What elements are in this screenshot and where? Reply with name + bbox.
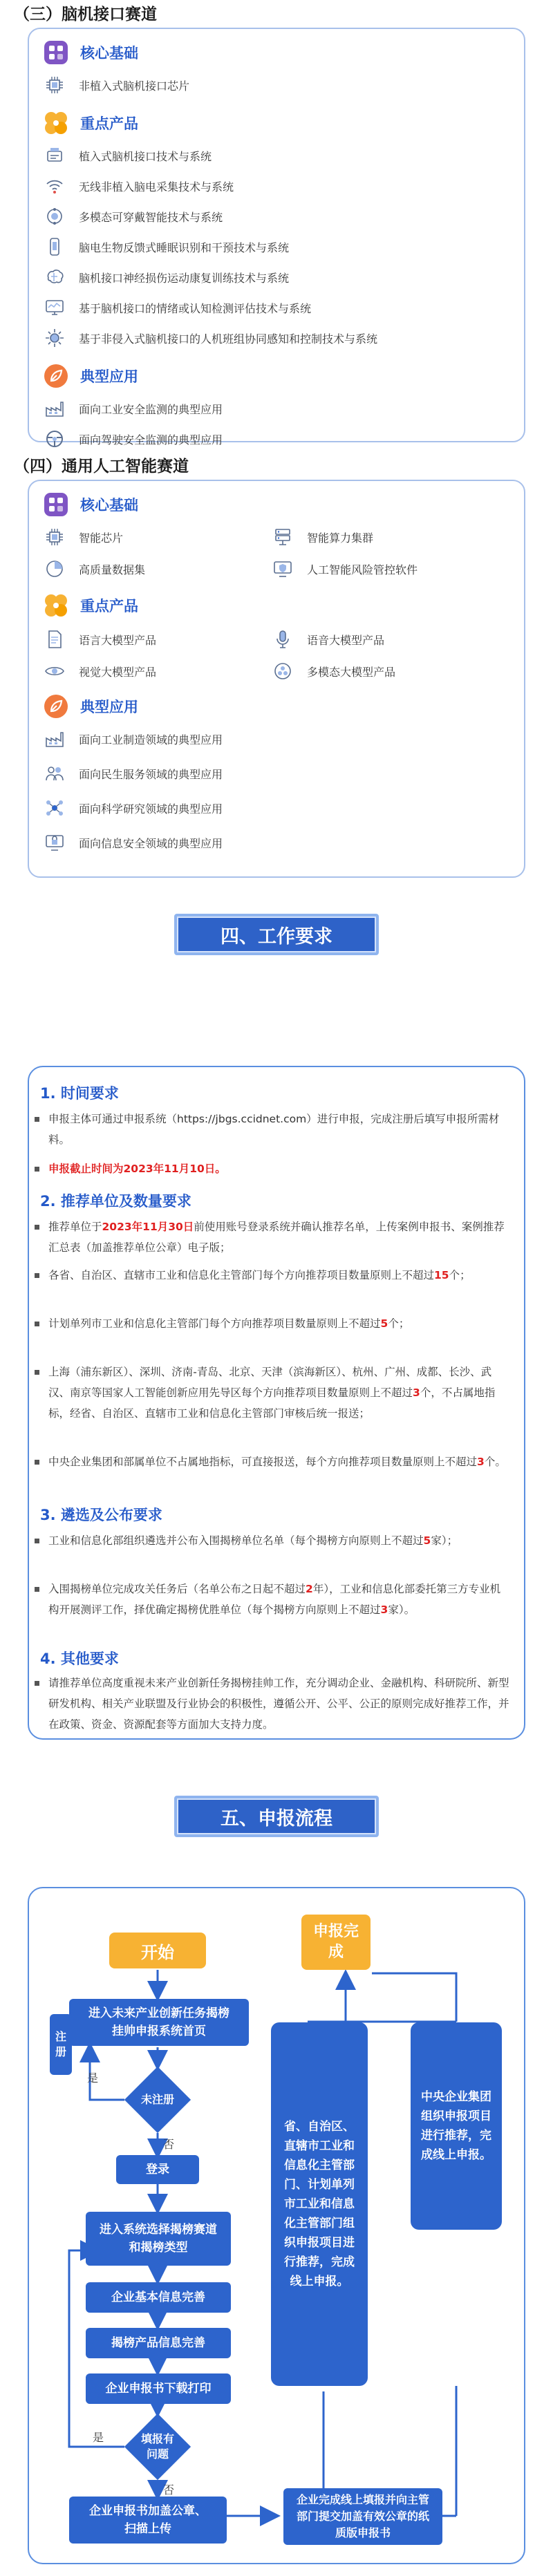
list-item: 脑电生物反馈式睡眠识别和干预技术与系统	[43, 235, 289, 258]
heading-selection: 3. 遴选及公布要求	[40, 1507, 162, 1523]
section-banner-process: 五、申报流程	[174, 1796, 379, 1837]
flow-done: 申报完成	[301, 1915, 371, 1970]
list-item: 上海（浦东新区）、深圳、济南-青岛、北京、天津（滨海新区）、杭州、广州、成都、长沙、武汉、南京等国家人工智能创新应用先导区每个方向推荐项目数量原则上不超过3个，不占属地指标，经省、自治区、直辖市工业和信息化主管部门审核后统一报送；	[48, 1362, 510, 1424]
list-item: 面向信息安全领域的典型应用	[43, 831, 223, 854]
flow-decision-check: 填报有问题	[124, 2414, 191, 2480]
list-item: 面向民生服务领域的典型应用	[43, 762, 223, 785]
track4-products-label: 重点产品	[80, 598, 138, 614]
list-item: 面向工业制造领域的典型应用	[43, 727, 223, 751]
yes-label: 是	[87, 2071, 99, 2085]
track3-apps-label: 典型应用	[80, 368, 138, 385]
list-item: 多模态大模型产品	[271, 659, 395, 683]
list-item: 基于脑机接口的情绪或认知检测评估技术与系统	[43, 296, 311, 319]
list-item: 多模态可穿戴智能技术与系统	[43, 205, 223, 228]
list-item: 面向科学研究领域的典型应用	[43, 796, 223, 820]
flow-central-review: 中央企业集团组织申报项目进行推荐，完成线上申报。	[411, 2022, 502, 2230]
flow-step-download: 企业申报书下载打印	[86, 2373, 231, 2404]
heading-time: 1. 时间要求	[40, 1085, 119, 1102]
yes-label: 是	[93, 2431, 104, 2444]
list-item: 智能芯片	[43, 525, 123, 549]
list-item: 智能算力集群	[271, 525, 373, 549]
list-item: 高质量数据集	[43, 557, 145, 581]
list-item: 视觉大模型产品	[43, 659, 156, 683]
section-banner-requirements: 四、工作要求	[174, 914, 379, 955]
flow-provincial-review: 省、自治区、直辖市工业和信息化主管部门、计划单列市工业和信息化主管部门组织申报项目进行推荐，完成线上申报。	[271, 2022, 368, 2386]
flow-register: 注册	[50, 2014, 72, 2075]
flow-start: 开始	[109, 1933, 206, 1968]
flow-step-company: 企业基本信息完善	[86, 2282, 231, 2313]
list-item: 植入式脑机接口技术与系统	[43, 144, 212, 167]
flow-step-homepage: 进入未来产业创新任务揭榜挂帅申报系统首页	[69, 1999, 249, 2046]
list-item: 中央企业集团和部属单位不占属地指标，可直接报送，每个方向推荐项目数量原则上不超过3个。	[48, 1451, 510, 1472]
list-item: 计划单列市工业和信息化主管部门每个方向推荐项目数量原则上不超过5个；	[48, 1313, 510, 1334]
no-label: 否	[163, 2138, 175, 2151]
flow-submit-paper: 企业完成线上填报并向主管部门提交加盖有效公章的纸质版申报书	[283, 2488, 442, 2545]
list-item: 请推荐单位高度重视未来产业创新任务揭榜挂帅工作，充分调动企业、金融机构、科研院所、新型研发机构、相关产业联盟及行业协会的积极性，遵循公开、公平、公正的原则完成好推荐工作，并在政策、资金、资源配套等方面加大支持力度。	[48, 1673, 510, 1735]
list-item: 人工智能风险管控软件	[271, 557, 418, 581]
list-item: 基于非侵入式脑机接口的人机班组协同感知和控制技术与系统	[43, 326, 377, 350]
list-item: 申报主体可通过申报系统（https://jbgs.ccidnet.com）进行申报，完成注册后填写申报所需材料。	[48, 1109, 510, 1150]
track3-products-label: 重点产品	[80, 115, 138, 132]
list-item: 工业和信息化部组织遴选并公布入围揭榜单位名单（每个揭榜方向原则上不超过5家）；	[48, 1530, 510, 1551]
list-item: 各省、自治区、直辖市工业和信息化主管部门每个方向推荐项目数量原则上不超过15个；	[48, 1265, 510, 1286]
flow-step-stamp: 企业申报书加盖公章、扫描上传	[69, 2497, 227, 2544]
flow-login: 登录	[116, 2155, 199, 2184]
list-item: 入围揭榜单位完成攻关任务后（名单公布之日起不超过2年），工业和信息化部委托第三方专业机构开展测评工作，择优确定揭榜优胜单位（每个揭榜方向原则上不超过3家）。	[48, 1579, 510, 1620]
deadline-text: 申报截止时间为2023年11月10日。	[48, 1158, 510, 1179]
list-item: 非植入式脑机接口芯片	[43, 73, 189, 97]
flow-step-product: 揭榜产品信息完善	[86, 2328, 231, 2358]
list-item: 面向驾驶安全监测的典型应用	[43, 427, 223, 451]
list-item: 面向工业安全监测的典型应用	[43, 397, 223, 420]
list-item: 无线非植入脑电采集技术与系统	[43, 174, 234, 198]
track4-title: （四）通用人工智能赛道	[14, 458, 189, 476]
list-item: 推荐单位于2023年11月30日前使用账号登录系统并确认推荐名单，上传案例申报书、案例推荐汇总表（加盖推荐单位公章）电子版；	[48, 1216, 510, 1258]
track3-title: （三）脑机接口赛道	[14, 6, 157, 23]
track4-apps-label: 典型应用	[80, 699, 138, 715]
flow-step-select: 进入系统选择揭榜赛道和揭榜类型	[86, 2212, 231, 2266]
heading-units: 2. 推荐单位及数量要求	[40, 1193, 191, 1210]
track4-core-label: 核心基础	[80, 497, 138, 514]
flow-decision-unregistered: 未注册	[124, 2067, 191, 2133]
heading-other: 4. 其他要求	[40, 1651, 119, 1667]
list-item: 语音大模型产品	[271, 628, 384, 651]
list-item: 脑机接口神经损伤运动康复训练技术与系统	[43, 265, 289, 289]
no-label: 否	[163, 2483, 175, 2497]
list-item: 语言大模型产品	[43, 628, 156, 651]
track3-core-label: 核心基础	[80, 45, 138, 62]
